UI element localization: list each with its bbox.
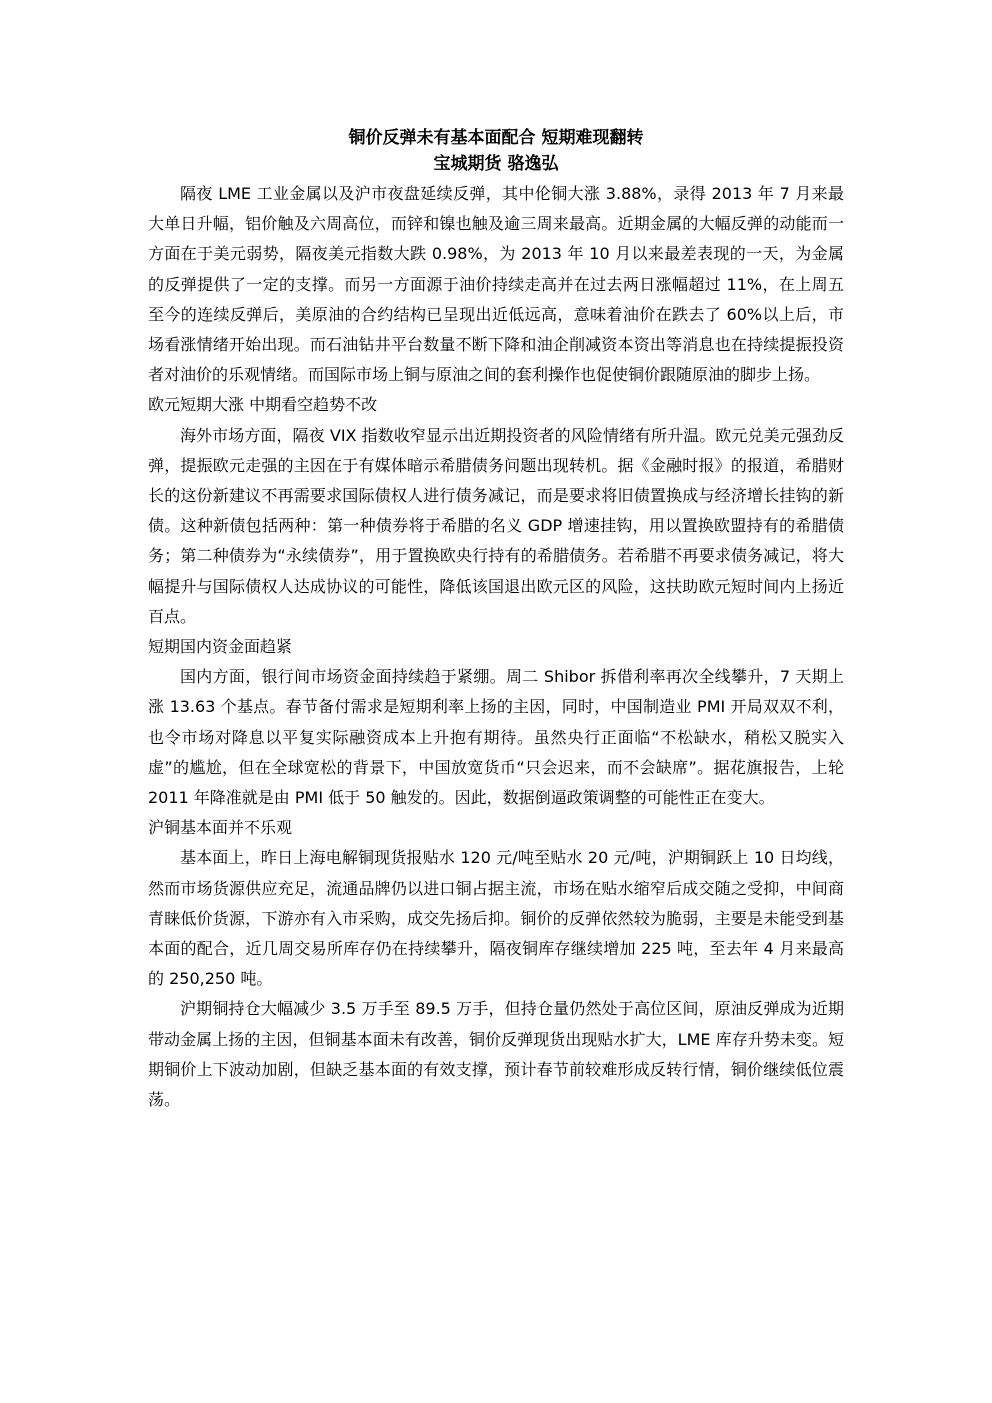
document-title: 铜价反弹未有基本面配合 短期难现翻转 [348,128,644,148]
paragraph-copper-outlook: 沪期铜持仓大幅减少 3.5 万手至 89.5 万手，但持仓量仍然处于高位区间，原油反弹成为近期带动金属上扬的主因，但铜基本面未有改善，铜价反弹现货出现贴水扩大，LME 库存升势未变。短期铜价上下波动加剧，但缺乏基本面的有效支撑，预计春节前较难形成反转行情，铜价继续低位震荡。 [148,999,844,1110]
section-heading-copper-fundamentals: 沪铜基本面并不乐观 [148,818,293,838]
document-page [148,125,844,1115]
paragraph-liquidity: 国内方面，银行间市场资金面持续趋于紧绷。周二 Shibor 拆借利率再次全线攀升，7 天期上涨 13.63 个基点。春节备付需求是短期利率上扬的主因，同时，中国制造业 PMI 开局双双不利，也令市场对降息以平复实际融资成本上升抱有期待。虽然央行正面临“不松缺水，稍松又脱实入虚”的尴尬，但在全球宽松的背景下，中国放宽货币“只会迟来，而不会缺席”。据花旗报告，上轮 2011 年降准就是由 PMI 低于 50 触发的。因此，数据倒逼政策调整的可能性正在变大。 [148,667,844,808]
section-heading-euro: 欧元短期大涨 中期看空趋势不改 [148,395,378,415]
paragraph-copper-fundamentals: 基本面上，昨日上海电解铜现货报贴水 120 元/吨至贴水 20 元/吨，沪期铜跃上 10 日均线，然而市场货源供应充足，流通品牌仍以进口铜占据主流，市场在贴水缩窄后成交随之受抑，中间商青睐低价货源，下游亦有入市采购，成交先扬后抑。铜价的反弹依然较为脆弱，主要是未能受到基本面的配合，近几周交易所库存仍在持续攀升，隔夜铜库存继续增加 225 吨，至去年 4 月来最高的 250,250 吨。 [148,848,844,989]
section-heading-liquidity: 短期国内资金面趋紧 [148,637,293,657]
document-author: 宝城期货 骆逸弘 [433,154,559,174]
paragraph-intro: 隔夜 LME 工业金属以及沪市夜盘延续反弹，其中伦铜大涨 3.88%，录得 2013 年 7 月来最大单日升幅，铝价触及六周高位，而锌和镍也触及逾三周来最高。近期金属的大幅反弹的动能而一方面在于美元弱势，隔夜美元指数大跌 0.98%，为 2013 年 10 月以来最差表现的一天，为金属的反弹提供了一定的支撑。而另一方面源于油价持续走高并在过去两日涨幅超过 11%，在上周五至今的连续反弹后，美原油的合约结构已呈现出近低远高，意味着油价在跌去了 60%以上后，市场看涨情绪开始出现。而石油钻井平台数量不断下降和油企削减资本资出等消息也在持续提振投资者对油价的乐观情绪。而国际市场上铜与原油之间的套利操作也促使铜价跟随原油的脚步上扬。 [148,184,844,385]
paragraph-euro: 海外市场方面，隔夜 VIX 指数收窄显示出近期投资者的风险情绪有所升温。欧元兑美元强劲反弹，提振欧元走强的主因在于有媒体暗示希腊债务问题出现转机。据《金融时报》的报道，希腊财长的这份新建议不再需要求国际债权人进行债务减记，而是要求将旧债置换成与经济增长挂钩的新债。这种新债包括两种：第一种债券将于希腊的名义 GDP 增速挂钩，用以置换欧盟持有的希腊债务；第二种债券为“永续债券”，用于置换欧央行持有的希腊债务。若希腊不再要求债务减记，将大幅提升与国际债权人达成协议的可能性，降低该国退出欧元区的风险，这扶助欧元短时间内上扬近百点。 [148,425,844,626]
